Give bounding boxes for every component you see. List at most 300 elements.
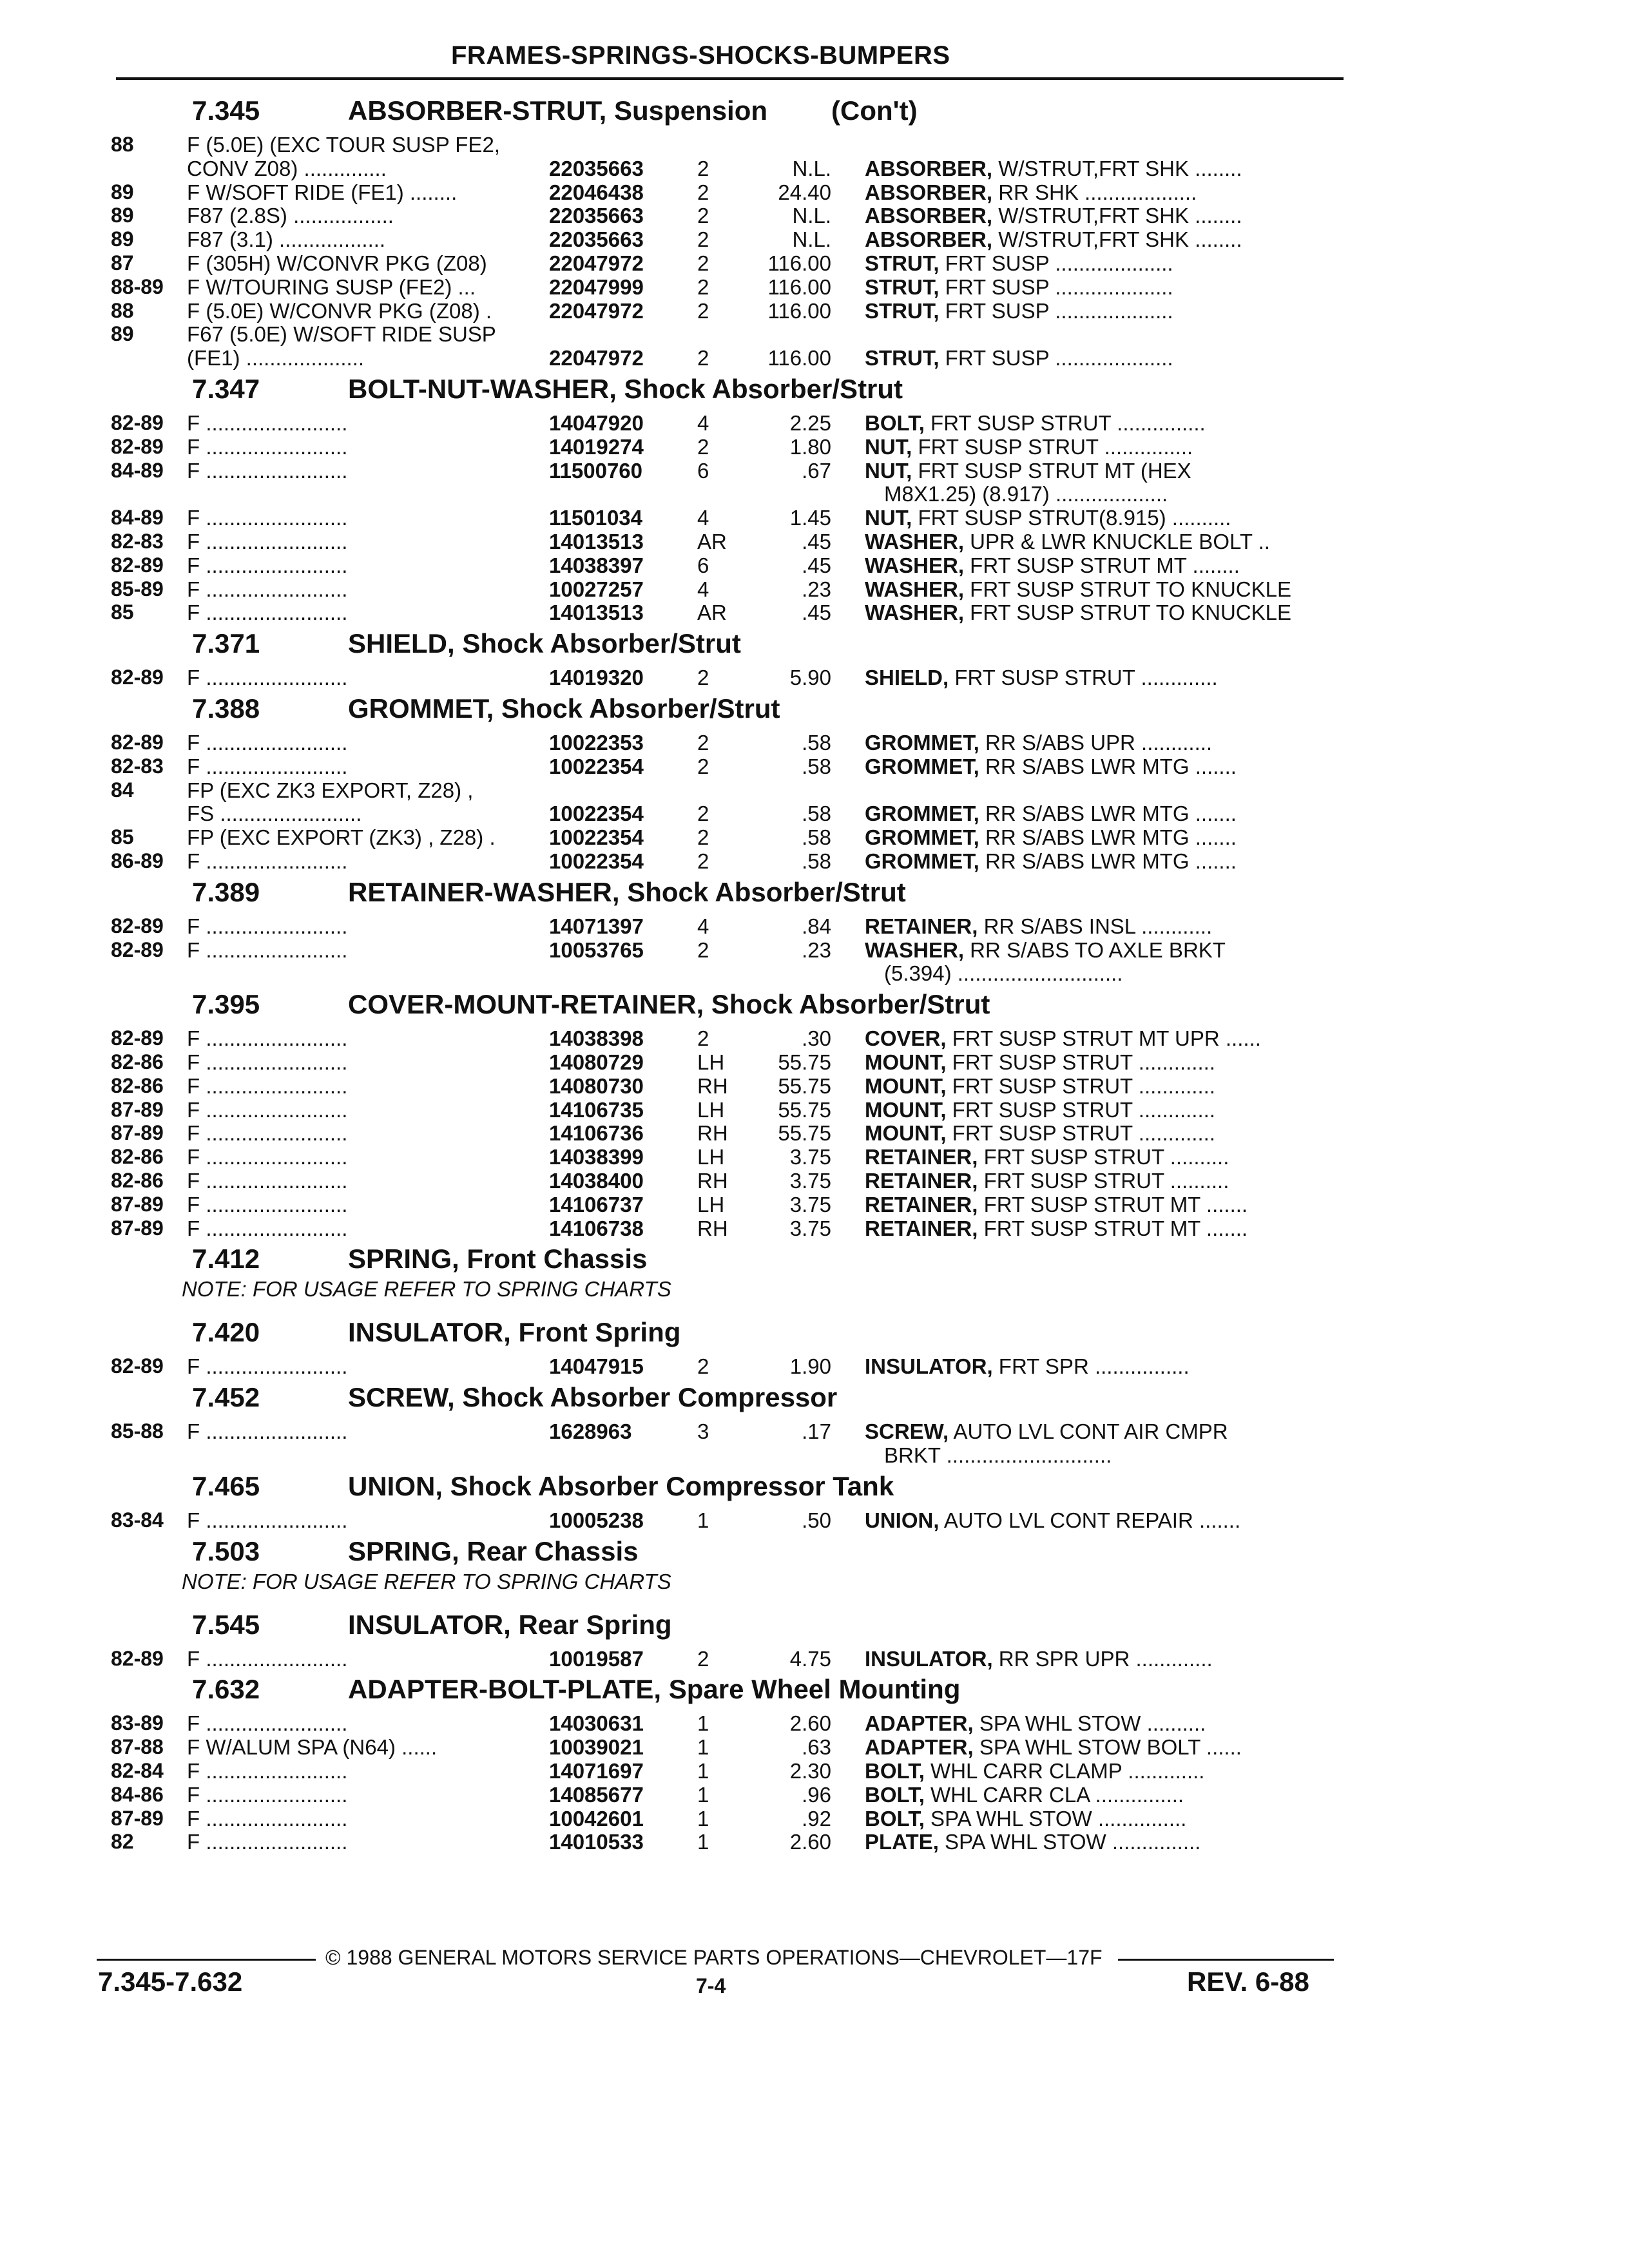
- part-name: WASHER,: [865, 937, 965, 962]
- model-years: 87-88: [111, 1735, 164, 1759]
- part-detail: RR SPR UPR .............: [992, 1646, 1213, 1671]
- part-detail: WHL CARR CLA ...............: [924, 1782, 1184, 1807]
- table-row: [0, 1354, 1629, 1378]
- model-years: 82-83: [111, 530, 164, 553]
- part-detail: FRT SUSP STRUT MT ........: [964, 553, 1240, 577]
- part-name: STRUT,: [865, 274, 940, 299]
- part-name: UNION,: [865, 1508, 940, 1532]
- usage-text: F87 (3.1) ..................: [187, 227, 386, 252]
- price: 4.75: [789, 1646, 831, 1671]
- table-row: [0, 1193, 1629, 1216]
- part-detail: RR S/ABS INSL ............: [978, 914, 1213, 938]
- part-detail: FRT SUSP STRUT ...............: [924, 411, 1206, 435]
- model-years: 84-89: [111, 458, 164, 482]
- part-name: MOUNT,: [865, 1097, 947, 1122]
- part-name: COVER,: [865, 1026, 947, 1051]
- table-row: [0, 275, 1629, 299]
- model-years: 82-89: [111, 666, 164, 689]
- model-years: 84-89: [111, 506, 164, 530]
- price: .45: [802, 530, 831, 553]
- price: 1.45: [789, 506, 831, 530]
- price: .45: [802, 553, 831, 577]
- price: 116.00: [767, 298, 831, 323]
- quantity: 2: [697, 204, 709, 228]
- price: 55.75: [778, 1050, 831, 1074]
- usage-text: F ........................: [187, 1145, 348, 1169]
- section-number: 7.503: [192, 1535, 260, 1566]
- price: 2.60: [789, 1711, 831, 1736]
- part-name: ABSORBER,: [865, 227, 993, 252]
- part-number: 10022353: [549, 731, 644, 754]
- section-number: 7.465: [192, 1470, 260, 1501]
- price: .63: [802, 1735, 831, 1760]
- part-number: 11500760: [549, 458, 643, 483]
- usage-text: F ........................: [187, 1354, 348, 1379]
- price: N.L.: [792, 227, 831, 252]
- model-years: 89: [111, 322, 134, 346]
- table-row: [0, 1074, 1629, 1098]
- section-number: 7.395: [192, 989, 260, 1020]
- part-description: [865, 825, 1237, 850]
- part-detail: FRT SUSP ....................: [939, 346, 1173, 370]
- table-row: [0, 938, 1629, 962]
- part-name: RETAINER,: [865, 914, 978, 938]
- table-row: [0, 346, 1629, 370]
- table-row: [0, 961, 1629, 985]
- model-years: 82-86: [111, 1169, 164, 1192]
- usage-text: F W/ALUM SPA (N64) ......: [187, 1735, 438, 1760]
- model-years: 82-89: [111, 1354, 164, 1378]
- quantity: LH: [697, 1145, 725, 1169]
- usage-text: FP (EXC EXPORT (ZK3) , Z28) .: [187, 825, 496, 850]
- footer-page-number: 7-4: [696, 1974, 726, 1997]
- price: N.L.: [792, 204, 831, 228]
- part-name: NUT,: [865, 506, 912, 530]
- quantity: RH: [697, 1169, 728, 1193]
- model-years: 87: [111, 251, 134, 274]
- quantity: RH: [697, 1216, 728, 1240]
- usage-text: F ........................: [187, 1646, 348, 1671]
- quantity: 1: [697, 1782, 709, 1807]
- price: .17: [802, 1419, 831, 1444]
- section-number: 7.412: [192, 1244, 260, 1274]
- part-detail: RR S/ABS TO AXLE BRKT: [964, 937, 1226, 962]
- usage-text: F ........................: [187, 1050, 348, 1074]
- part-description: [865, 1508, 1240, 1533]
- part-name: ABSORBER,: [865, 180, 993, 204]
- part-name: MOUNT,: [865, 1073, 947, 1098]
- part-number: 10019587: [549, 1646, 644, 1671]
- part-number: 10022354: [549, 849, 644, 873]
- part-number: 14013513: [549, 530, 644, 553]
- usage-text: F ........................: [187, 434, 348, 459]
- usage-text: CONV Z08) ..............: [187, 156, 387, 180]
- quantity: 1: [697, 1508, 709, 1532]
- price: .58: [802, 802, 831, 826]
- usage-text: F ........................: [187, 1216, 348, 1240]
- part-number: 22047972: [549, 298, 644, 323]
- part-name: RETAINER,: [865, 1169, 978, 1193]
- part-number: 22047972: [549, 251, 644, 275]
- part-detail: UPR & LWR KNUCKLE BOLT ..: [964, 530, 1270, 553]
- model-years: 82-84: [111, 1759, 164, 1782]
- part-description: [884, 482, 1168, 506]
- usage-text: F ........................: [187, 530, 348, 553]
- section-title: GROMMET, Shock Absorber/Strut: [348, 693, 780, 724]
- price: .58: [802, 849, 831, 873]
- usage-text: F ........................: [187, 1711, 348, 1736]
- part-description: [865, 1121, 1215, 1146]
- section-number: 7.420: [192, 1317, 260, 1348]
- part-name: GROMMET,: [865, 825, 979, 850]
- quantity: 1: [697, 1735, 709, 1760]
- section-title: SCREW, Shock Absorber Compressor: [348, 1382, 838, 1413]
- section-title: INSULATOR, Rear Spring: [348, 1609, 672, 1640]
- part-number: 1628963: [549, 1419, 632, 1444]
- part-description: [865, 506, 1231, 530]
- section-continued-label: (Con't): [831, 95, 918, 126]
- part-name: STRUT,: [865, 251, 940, 275]
- part-description: [865, 251, 1173, 276]
- part-number: 22047999: [549, 274, 644, 299]
- part-description: [865, 275, 1173, 300]
- part-number: 10027257: [549, 577, 644, 601]
- price: 55.75: [778, 1121, 831, 1146]
- quantity: 4: [697, 506, 709, 530]
- price: .50: [802, 1508, 831, 1532]
- table-row: [0, 825, 1629, 849]
- part-number: 14106737: [549, 1192, 644, 1216]
- part-number: 14106736: [549, 1121, 644, 1146]
- price: 3.75: [789, 1169, 831, 1193]
- part-number: 10039021: [549, 1735, 644, 1760]
- model-years: 82-86: [111, 1050, 164, 1073]
- quantity: 2: [697, 666, 709, 690]
- table-row: [0, 411, 1629, 435]
- part-number: 10022354: [549, 825, 644, 850]
- section-number: 7.347: [192, 374, 260, 404]
- price: 3.75: [789, 1192, 831, 1216]
- part-number: 22035663: [549, 204, 644, 228]
- part-number: 14047920: [549, 411, 644, 435]
- part-detail: FRT SUSP STRUT MT UPR ......: [946, 1026, 1261, 1051]
- quantity: LH: [697, 1050, 725, 1074]
- part-number: 22047972: [549, 346, 644, 370]
- usage-text: F W/SOFT RIDE (FE1) ........: [187, 180, 458, 204]
- price: 55.75: [778, 1097, 831, 1122]
- price: 116.00: [767, 346, 831, 370]
- section-number: 7.389: [192, 876, 260, 907]
- part-number: 10053765: [549, 937, 644, 962]
- part-description: [865, 1026, 1261, 1051]
- model-years: 87-89: [111, 1806, 164, 1830]
- part-description: [865, 180, 1197, 205]
- part-description: [865, 1647, 1213, 1671]
- quantity: 2: [697, 1354, 709, 1379]
- part-description: [865, 204, 1242, 228]
- price: .30: [802, 1026, 831, 1051]
- part-detail: FRT SUSP STRUT ..........: [978, 1169, 1229, 1193]
- part-name: INSULATOR,: [865, 1354, 993, 1379]
- quantity: 2: [697, 274, 709, 299]
- usage-text: F ........................: [187, 1419, 348, 1444]
- usage-text: F ........................: [187, 1759, 348, 1783]
- quantity: 2: [697, 227, 709, 252]
- table-row: [0, 1735, 1629, 1759]
- table-row: [0, 1098, 1629, 1122]
- section-title: RETAINER-WASHER, Shock Absorber/Strut: [348, 876, 906, 907]
- model-years: 82-89: [111, 434, 164, 458]
- part-name: STRUT,: [865, 298, 940, 323]
- usage-text: F87 (2.8S) .................: [187, 204, 394, 228]
- quantity: 2: [697, 1026, 709, 1051]
- part-name: ADAPTER,: [865, 1711, 974, 1736]
- part-description: [865, 346, 1173, 370]
- price: 116.00: [767, 251, 831, 275]
- part-detail: FRT SUSP STRUT ...............: [912, 434, 1193, 459]
- section-number: 7.345: [192, 95, 260, 126]
- part-number: 14038398: [549, 1026, 644, 1051]
- part-number: 14038399: [549, 1145, 644, 1169]
- model-years: 89: [111, 180, 134, 204]
- table-row: [0, 1830, 1629, 1854]
- quantity: LH: [697, 1192, 725, 1216]
- section-title: INSULATOR, Front Spring: [348, 1317, 681, 1348]
- part-name: BOLT,: [865, 1782, 925, 1807]
- usage-text: F ........................: [187, 1806, 348, 1831]
- part-detail: SPA WHL STOW ..........: [973, 1711, 1206, 1736]
- section-title: SPRING, Rear Chassis: [348, 1535, 639, 1566]
- usage-text: F ........................: [187, 1121, 348, 1146]
- model-years: 82-89: [111, 731, 164, 754]
- footer-rule-left: [97, 1959, 316, 1961]
- part-number: 14071397: [549, 914, 644, 938]
- part-number: 10022354: [549, 802, 644, 826]
- part-name: MOUNT,: [865, 1050, 947, 1074]
- section-note: NOTE: FOR USAGE REFER TO SPRING CHARTS: [182, 1277, 671, 1302]
- part-description: [884, 1443, 1112, 1468]
- usage-text: F ........................: [187, 1097, 348, 1122]
- model-years: 82-83: [111, 754, 164, 778]
- part-detail: RR S/ABS LWR MTG .......: [979, 849, 1237, 873]
- table-row: [0, 459, 1629, 483]
- price: .58: [802, 754, 831, 778]
- table-row: [0, 157, 1629, 180]
- table-row: [0, 530, 1629, 553]
- table-row: [0, 1759, 1629, 1783]
- part-description: [865, 1098, 1215, 1122]
- part-name: INSULATOR,: [865, 1646, 993, 1671]
- usage-text: F ........................: [187, 506, 348, 530]
- part-name: SHIELD,: [865, 666, 949, 690]
- part-detail: FRT SUSP ....................: [939, 274, 1173, 299]
- part-detail: SPA WHL STOW ...............: [924, 1806, 1187, 1831]
- quantity: AR: [697, 601, 727, 625]
- part-name: ABSORBER,: [865, 156, 993, 180]
- part-detail: W/STRUT,FRT SHK ........: [992, 156, 1242, 180]
- price: 3.75: [789, 1145, 831, 1169]
- usage-text: F ........................: [187, 937, 348, 962]
- part-description: [865, 1807, 1186, 1831]
- table-row: [0, 204, 1629, 227]
- table-row: [0, 133, 1629, 157]
- part-number: 14106738: [549, 1216, 644, 1240]
- table-row: [0, 1419, 1629, 1443]
- table-row: [0, 914, 1629, 938]
- part-description: [865, 849, 1237, 874]
- part-detail: FRT SUSP STRUT .............: [949, 666, 1218, 690]
- part-name: RETAINER,: [865, 1192, 978, 1216]
- section-number: 7.632: [192, 1674, 260, 1705]
- model-years: 83-84: [111, 1508, 164, 1532]
- section-title: UNION, Shock Absorber Compressor Tank: [348, 1470, 894, 1501]
- model-years: 82-89: [111, 1646, 164, 1670]
- quantity: 1: [697, 1759, 709, 1783]
- model-years: 88: [111, 133, 134, 156]
- price: .23: [802, 937, 831, 962]
- table-row: [0, 577, 1629, 601]
- quantity: 2: [697, 156, 709, 180]
- table-row: [0, 666, 1629, 689]
- model-years: 88-89: [111, 274, 164, 298]
- quantity: 2: [697, 346, 709, 370]
- model-years: 82-89: [111, 937, 164, 961]
- price: .84: [802, 914, 831, 938]
- part-detail: RR S/ABS LWR MTG .......: [979, 825, 1237, 850]
- part-description: [865, 411, 1206, 436]
- section-title: COVER-MOUNT-RETAINER, Shock Absorber/Strut: [348, 989, 990, 1020]
- model-years: 84: [111, 778, 134, 802]
- header-rule: [116, 77, 1344, 80]
- part-detail: FRT SUSP STRUT .............: [946, 1050, 1215, 1074]
- model-years: 82: [111, 1830, 134, 1854]
- part-name: BOLT,: [865, 1759, 925, 1783]
- table-row: [0, 1647, 1629, 1671]
- price: 3.75: [789, 1216, 831, 1240]
- part-number: 14071697: [549, 1759, 644, 1783]
- part-description: [865, 1145, 1229, 1169]
- usage-text: F ........................: [187, 601, 348, 625]
- part-description: [865, 530, 1270, 554]
- part-description: [865, 1711, 1206, 1736]
- part-number: 14080730: [549, 1073, 644, 1098]
- table-row: [0, 1050, 1629, 1074]
- part-description: [865, 1169, 1229, 1193]
- quantity: 2: [697, 298, 709, 323]
- part-description: [865, 1735, 1242, 1760]
- part-description: [865, 1759, 1204, 1783]
- part-detail: (5.394) ............................: [884, 961, 1123, 986]
- part-name: WASHER,: [865, 553, 965, 577]
- table-row: [0, 506, 1629, 530]
- usage-text: F ........................: [187, 1508, 348, 1532]
- part-description: [865, 227, 1242, 252]
- part-name: RETAINER,: [865, 1216, 978, 1240]
- part-number: 14080729: [549, 1050, 644, 1074]
- footer-section-range: 7.345-7.632: [98, 1966, 243, 1997]
- usage-text: F (5.0E) W/CONVR PKG (Z08) .: [187, 298, 492, 323]
- usage-text: F ........................: [187, 1169, 348, 1193]
- table-row: [0, 1169, 1629, 1193]
- price: .67: [802, 458, 831, 483]
- table-row: [0, 482, 1629, 506]
- quantity: 4: [697, 914, 709, 938]
- part-detail: FRT SUSP ....................: [939, 298, 1173, 323]
- part-description: [865, 157, 1242, 181]
- quantity: 6: [697, 553, 709, 577]
- footer-copyright: © 1988 GENERAL MOTORS SERVICE PARTS OPERATIONS—CHEVROLET—17F: [325, 1946, 1103, 1969]
- usage-text: F ........................: [187, 1026, 348, 1051]
- quantity: 2: [697, 849, 709, 873]
- part-number: 22035663: [549, 227, 644, 252]
- usage-text: F ........................: [187, 666, 348, 690]
- price: .23: [802, 577, 831, 601]
- part-description: [884, 961, 1123, 986]
- part-detail: FRT SUSP STRUT MT .......: [978, 1216, 1248, 1240]
- part-detail: SPA WHL STOW ...............: [938, 1830, 1201, 1854]
- part-name: ABSORBER,: [865, 204, 993, 228]
- part-name: BOLT,: [865, 1806, 925, 1831]
- usage-text: F ........................: [187, 1782, 348, 1807]
- quantity: AR: [697, 530, 727, 553]
- quantity: 2: [697, 937, 709, 962]
- usage-text: F ........................: [187, 577, 348, 601]
- usage-text: F ........................: [187, 731, 348, 754]
- part-description: [865, 1419, 1228, 1444]
- price: .45: [802, 601, 831, 625]
- part-name: ADAPTER,: [865, 1735, 974, 1760]
- part-number: 14019320: [549, 666, 644, 690]
- table-row: [0, 1216, 1629, 1240]
- section-note: NOTE: FOR USAGE REFER TO SPRING CHARTS: [182, 1569, 671, 1593]
- part-description: [865, 1074, 1215, 1099]
- part-detail: FRT SUSP STRUT(8.915) ..........: [912, 506, 1231, 530]
- table-row: [0, 180, 1629, 204]
- part-number: 14085677: [549, 1782, 644, 1807]
- quantity: LH: [697, 1097, 725, 1122]
- part-detail: SPA WHL STOW BOLT ......: [973, 1735, 1242, 1760]
- quantity: 4: [697, 577, 709, 601]
- part-description: [865, 938, 1226, 963]
- part-number: 14013513: [549, 601, 644, 625]
- usage-text: F (305H) W/CONVR PKG (Z08): [187, 251, 487, 275]
- part-description: [865, 914, 1212, 939]
- table-row: [0, 1443, 1629, 1467]
- model-years: 82-89: [111, 1026, 164, 1050]
- table-row: [0, 601, 1629, 624]
- table-row: [0, 1711, 1629, 1735]
- model-years: 82-86: [111, 1145, 164, 1169]
- price: .96: [802, 1782, 831, 1807]
- part-number: 14038397: [549, 553, 644, 577]
- part-detail: FRT SUSP STRUT MT (HEX: [912, 458, 1191, 483]
- part-description: [865, 754, 1237, 779]
- quantity: 2: [697, 434, 709, 459]
- part-number: 14019274: [549, 434, 644, 459]
- model-years: 88: [111, 298, 134, 322]
- part-name: PLATE,: [865, 1830, 939, 1854]
- usage-text: F ........................: [187, 1192, 348, 1216]
- model-years: 87-89: [111, 1192, 164, 1216]
- part-number: 10042601: [549, 1806, 644, 1831]
- table-row: [0, 1145, 1629, 1169]
- model-years: 82-86: [111, 1073, 164, 1097]
- section-number: 7.371: [192, 628, 260, 659]
- model-years: 82-89: [111, 553, 164, 577]
- table-row: [0, 1807, 1629, 1831]
- section-number: 7.452: [192, 1382, 260, 1413]
- quantity: 2: [697, 731, 709, 754]
